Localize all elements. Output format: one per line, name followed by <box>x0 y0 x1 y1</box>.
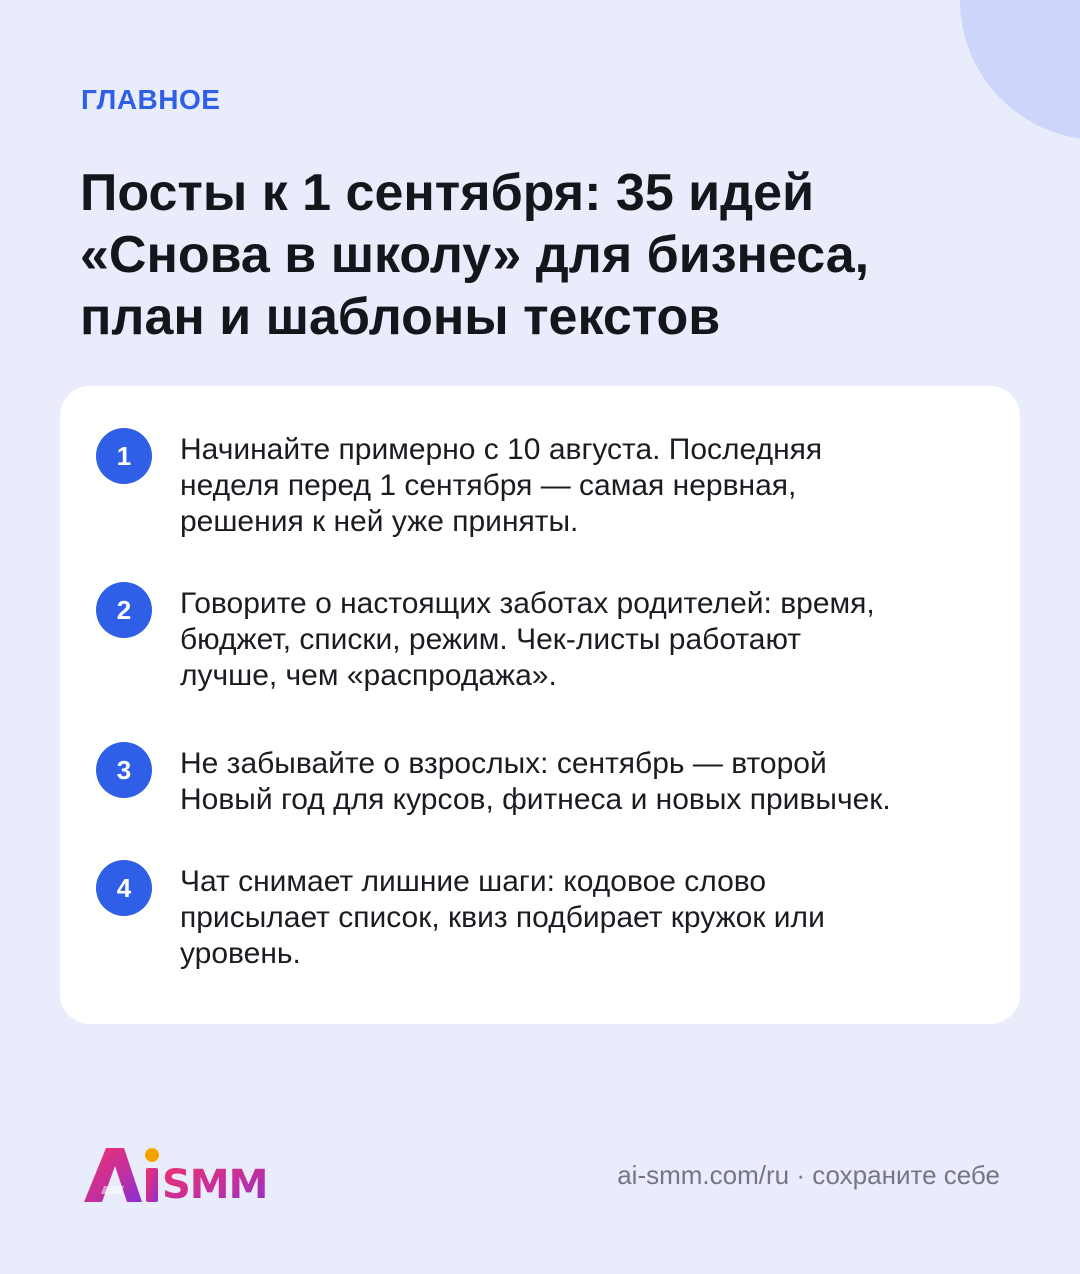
tip-text-line: Чат снимает лишние шаги: кодовое слово <box>180 865 767 898</box>
footer-note: ai-smm.com/ru · сохраните себе <box>617 1160 1000 1190</box>
tip-text-line: лучше, чем «распродажа». <box>180 659 557 692</box>
title-line: план и шаблоны текстов <box>80 288 721 346</box>
tip-text-line: Новый год для курсов, фитнеса и новых привычек. <box>180 783 891 816</box>
tip-text-line: бюджет, списки, режим. Чек-листы работают <box>180 623 802 656</box>
tip-number-badge: 4 <box>96 860 152 916</box>
tip-number-badge: 2 <box>96 582 152 638</box>
tip-text <box>180 432 1000 540</box>
corner-decoration <box>960 0 1080 140</box>
tip-text-line: присылает список, квиз подбирает кружок или <box>180 901 825 934</box>
title-line: «Снова в школу» для бизнеса, <box>80 226 870 284</box>
tip-text-line: неделя перед 1 сентября — самая нервная, <box>180 469 797 502</box>
svg-text:SMM: SMM <box>162 1162 268 1208</box>
tip-text <box>180 586 1000 694</box>
tip-text <box>180 864 1000 972</box>
tip-text-line: Не забывайте о взрослых: сентябрь — второй <box>180 747 827 780</box>
tip-number-badge: 3 <box>96 742 152 798</box>
section-label: ГЛАВНОЕ <box>81 84 221 115</box>
tip-text-line: Начинайте примерно с 10 августа. Последняя <box>180 433 823 466</box>
aismm-logo <box>80 1140 280 1210</box>
tip-text <box>180 746 1000 818</box>
tip-text-line: Говорите о настоящих заботах родителей: время, <box>180 587 875 620</box>
tip-text-line: решения к ней уже приняты. <box>180 505 579 538</box>
tips-card <box>60 386 1020 1024</box>
tip-text-line: уровень. <box>180 937 301 970</box>
title-line: Посты к 1 сентября: 35 идей <box>80 164 815 222</box>
page-title <box>80 162 1020 348</box>
tip-number-badge: 1 <box>96 428 152 484</box>
